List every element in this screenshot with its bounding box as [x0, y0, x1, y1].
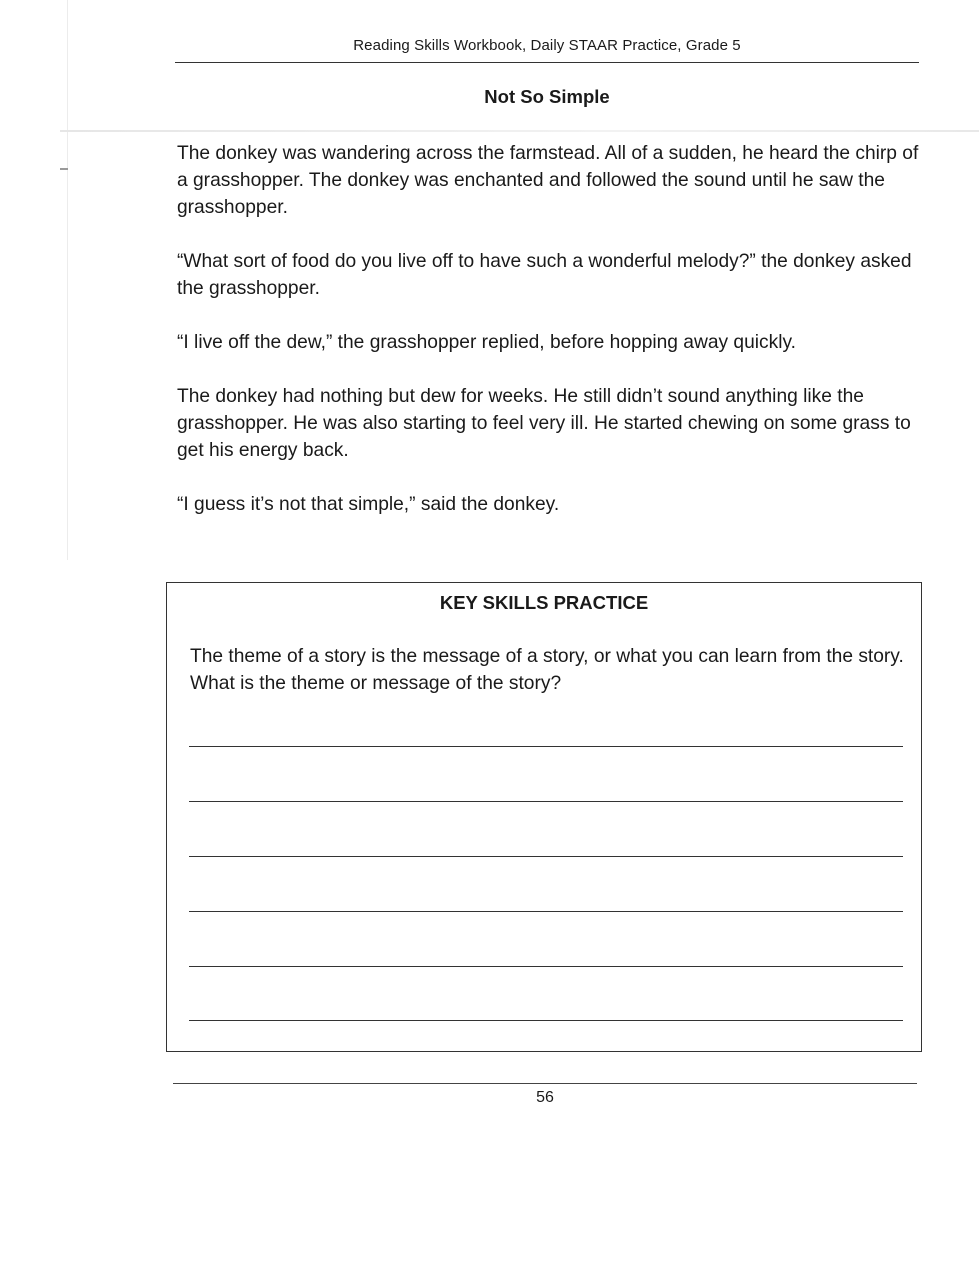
- scan-artifact-line: [67, 0, 68, 560]
- story-paragraph: “I guess it’s not that simple,” said the donkey.: [177, 494, 560, 515]
- scan-artifact-line: [60, 130, 979, 132]
- key-skills-question: The theme of a story is the message of a story, or what you can learn from the story. What is the theme or message of the story?: [190, 646, 904, 694]
- page-number: 56: [536, 1089, 554, 1106]
- story-paragraph: “What sort of food do you live off to have such a wonderful melody?” the donkey asked the grasshopper.: [177, 251, 912, 299]
- answer-line[interactable]: [189, 1020, 903, 1021]
- scan-artifact-mark: [60, 168, 68, 170]
- answer-line[interactable]: [189, 746, 903, 747]
- answer-line[interactable]: [189, 966, 903, 967]
- story-paragraph: “I live off the dew,” the grasshopper replied, before hopping away quickly.: [177, 332, 796, 353]
- story-body: [177, 140, 922, 545]
- footer-divider: [173, 1083, 917, 1084]
- story-title: Not So Simple: [484, 86, 610, 107]
- key-skills-box: [166, 582, 922, 1052]
- running-header: Reading Skills Workbook, Daily STAAR Practice, Grade 5: [353, 37, 741, 54]
- key-skills-heading: KEY SKILLS PRACTICE: [439, 592, 649, 613]
- answer-line[interactable]: [189, 856, 903, 857]
- header-divider: [175, 62, 919, 63]
- story-paragraph: The donkey had nothing but dew for weeks. He still didn’t sound anything like the grasshopper. He was also starting to feel very ill. He started chewing on some grass to get his energy back.: [177, 386, 911, 461]
- answer-line[interactable]: [189, 911, 903, 912]
- story-paragraph: The donkey was wandering across the farmstead. All of a sudden, he heard the chirp of a grasshopper. The donkey was enchanted and followed the sound until he saw the grasshopper.: [177, 143, 919, 218]
- answer-line[interactable]: [189, 801, 903, 802]
